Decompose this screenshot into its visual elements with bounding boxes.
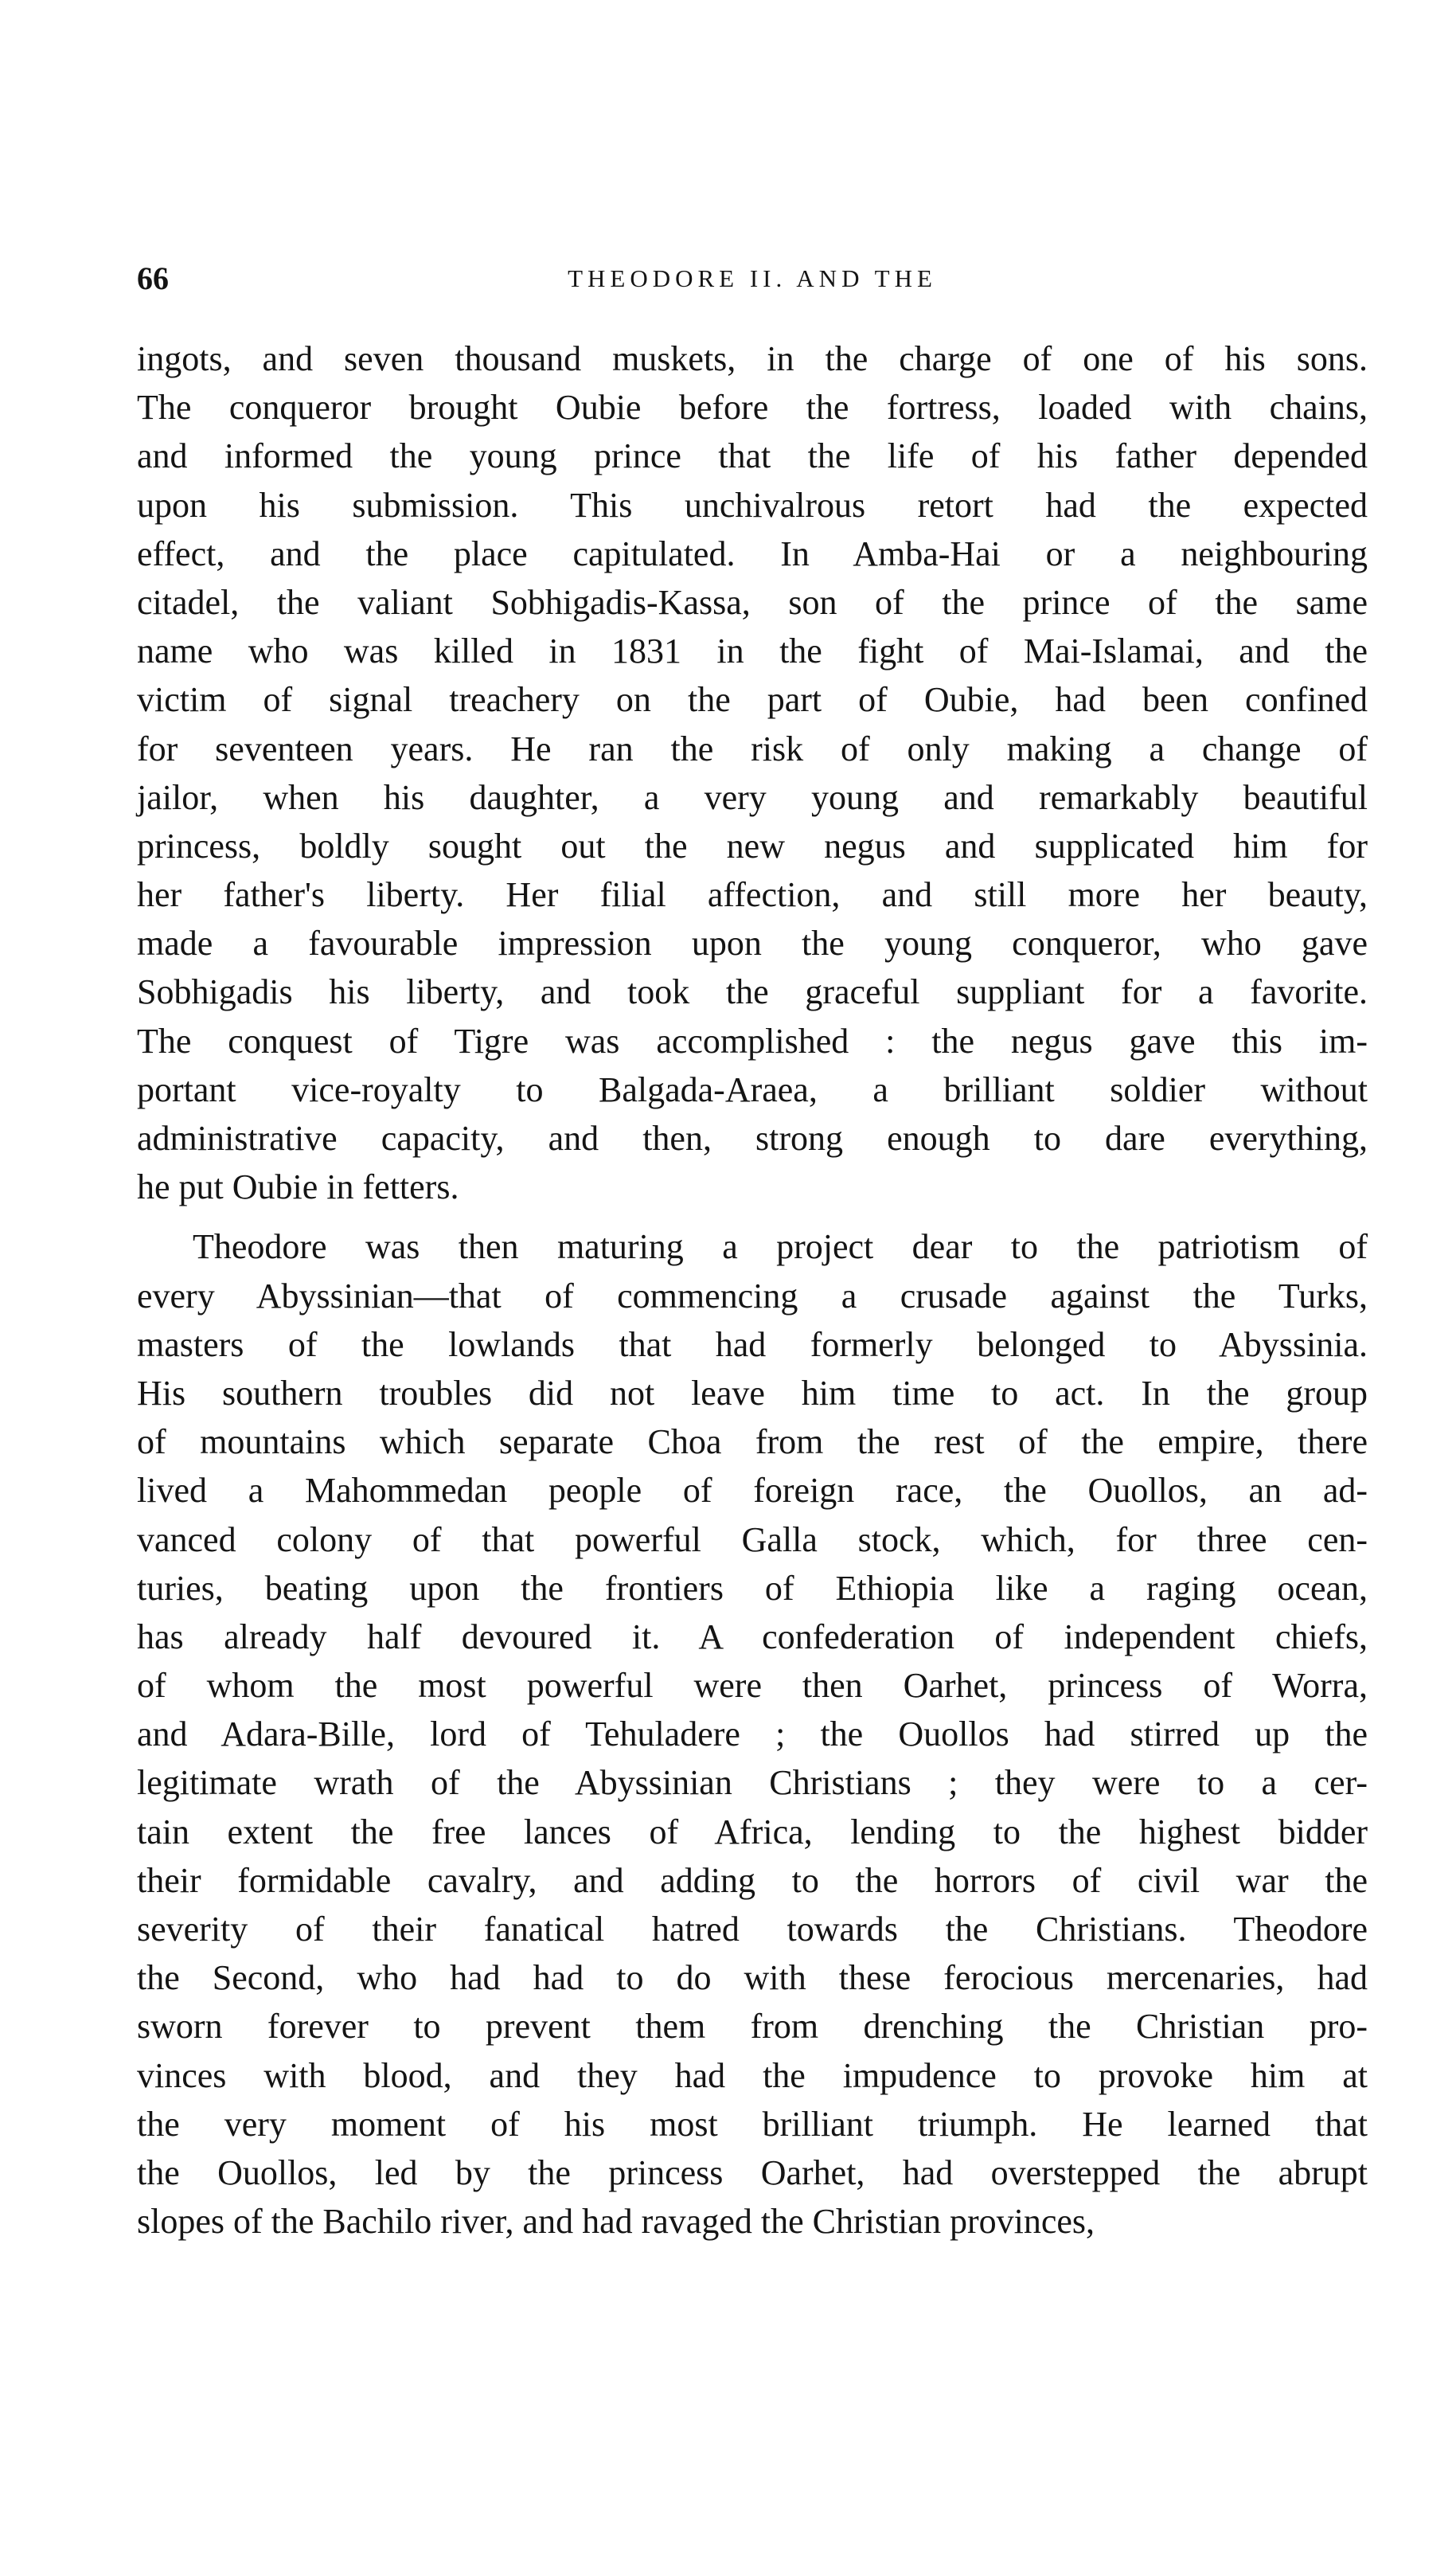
text-line: and Adara-Bille, lord of Tehuladere ; the Ouollos had stirred up the: [137, 1714, 1368, 1754]
text-line: every Abyssinian—that of commencing a crusade against the Turks,: [137, 1276, 1368, 1316]
text-line: of whom the most powerful were then Oarhet, princess of Worra,: [137, 1666, 1368, 1706]
text-line: slopes of the Bachilo river, and had ravaged the Christian provinces,: [137, 2202, 1095, 2242]
text-line: lived a Mahommedan people of foreign race, the Ouollos, an ad-: [137, 1471, 1368, 1511]
text-line: their formidable cavalry, and adding to the horrors of civil war the: [137, 1860, 1368, 1900]
text-line: His southern troubles did not leave him time to act. In the group: [137, 1373, 1368, 1413]
text-line: vinces with blood, and they had the impudence to provoke him at: [137, 2055, 1368, 2095]
text-line: the very moment of his most brilliant triumph. He learned that: [137, 2104, 1368, 2144]
text-line: legitimate wrath of the Abyssinian Christians ; they were to a cer-: [137, 1763, 1368, 1803]
text-line: Sobhigadis his liberty, and took the graceful suppliant for a favorite.: [137, 972, 1368, 1012]
text-line: ingots, and seven thousand muskets, in the charge of one of his sons.: [137, 339, 1368, 378]
text-line: sworn forever to prevent them from drenching the Christian pro-: [137, 2007, 1368, 2047]
text-line: Theodore was then maturing a project dear to the patriotism of: [193, 1227, 1368, 1267]
text-line: vanced colony of that powerful Galla stock, which, for three cen-: [137, 1519, 1368, 1559]
text-line: upon his submission. This unchivalrous retort had the expected: [137, 485, 1368, 525]
text-line: administrative capacity, and then, strong enough to dare everything,: [137, 1119, 1368, 1158]
text-line: the Second, who had had to do with these ferocious mercenaries, had: [137, 1958, 1368, 1998]
text-line: and informed the young prince that the life of his father depended: [137, 436, 1368, 476]
text-line: The conquest of Tigre was accomplished : the negus gave this im-: [137, 1021, 1368, 1061]
text-line: for seventeen years. He ran the risk of only making a change of: [137, 729, 1368, 768]
text-line: princess, boldly sought out the new negus and supplicated him for: [137, 826, 1368, 866]
text-line: The conqueror brought Oubie before the fortress, loaded with chains,: [137, 388, 1368, 428]
text-line: jailor, when his daughter, a very young and remarkably beautiful: [137, 777, 1368, 817]
text-line: citadel, the valiant Sobhigadis-Kassa, son of the prince of the same: [137, 582, 1368, 622]
paragraph-1: [137, 334, 1368, 1211]
body-text: [137, 334, 1368, 2246]
text-line: made a favourable impression upon the young conqueror, who gave: [137, 924, 1368, 964]
text-line: her father's liberty. Her filial affection, and still more her beauty,: [137, 875, 1368, 915]
page-number: 66: [137, 260, 169, 296]
text-line: severity of their fanatical hatred towards the Christians. Theodore: [137, 1910, 1368, 1949]
text-line: tain extent the free lances of Africa, lending to the highest bidder: [137, 1812, 1368, 1851]
running-title: THEODORE II. AND THE: [568, 264, 937, 292]
running-head: [137, 255, 1368, 303]
text-line: of mountains which separate Choa from the rest of the empire, there: [137, 1422, 1368, 1462]
text-line: portant vice-royalty to Balgada-Araea, a brilliant soldier without: [137, 1069, 1368, 1109]
text-line: he put Oubie in fetters.: [137, 1167, 459, 1207]
paragraph-gap: [137, 1211, 1368, 1222]
text-line: masters of the lowlands that had formerly belonged to Abyssinia.: [137, 1324, 1368, 1364]
paragraph-2: [137, 1222, 1368, 2246]
text-line: victim of signal treachery on the part of Oubie, had been confined: [137, 680, 1368, 720]
text-line: has already half devoured it. A confederation of independent chiefs,: [137, 1617, 1368, 1656]
text-line: effect, and the place capitulated. In Amba-Hai or a neighbouring: [137, 534, 1368, 573]
text-line: the Ouollos, led by the princess Oarhet, had overstepped the abrupt: [137, 2152, 1368, 2192]
text-line: name who was killed in 1831 in the fight of Mai-Islamai, and the: [137, 631, 1368, 671]
text-line: turies, beating upon the frontiers of Ethiopia like a raging ocean,: [137, 1568, 1368, 1608]
